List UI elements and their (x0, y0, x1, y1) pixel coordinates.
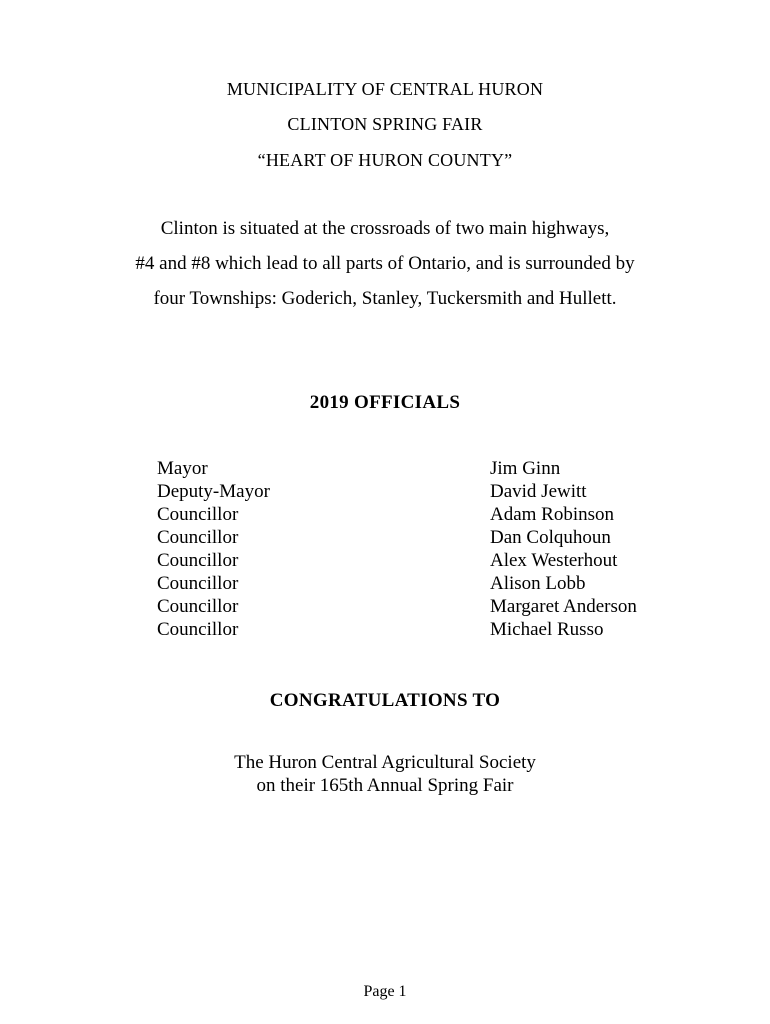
official-row (0, 458, 770, 481)
official-name: David Jewitt (490, 481, 587, 502)
official-row (0, 596, 770, 619)
official-row (0, 619, 770, 642)
officials-title: 2019 OFFICIALS (309, 392, 461, 413)
official-role: Councillor (157, 619, 239, 640)
official-row (0, 504, 770, 527)
official-row (0, 527, 770, 550)
official-role: Councillor (157, 573, 239, 594)
header-municipality: MUNICIPALITY OF CENTRAL HURON (226, 79, 544, 99)
official-role: Councillor (157, 504, 239, 525)
congratulations-line-1: The Huron Central Agricultural Society (234, 752, 536, 773)
official-role: Deputy-Mayor (157, 481, 270, 502)
official-name: Alison Lobb (490, 573, 586, 594)
official-name: Margaret Anderson (490, 596, 637, 617)
official-row (0, 573, 770, 596)
official-role: Councillor (157, 527, 239, 548)
congratulations-line-2: on their 165th Annual Spring Fair (256, 775, 514, 796)
official-row (0, 550, 770, 573)
official-name: Michael Russo (490, 619, 604, 640)
official-role: Mayor (157, 458, 208, 479)
intro-line-2: #4 and #8 which lead to all parts of Ontario, and is surrounded by (135, 253, 635, 274)
official-role: Councillor (157, 596, 239, 617)
header-fair-name: CLINTON SPRING FAIR (287, 114, 483, 134)
official-name: Dan Colquhoun (490, 527, 611, 548)
official-role: Councillor (157, 550, 239, 571)
congratulations-title: CONGRATULATIONS TO (269, 690, 501, 711)
official-row (0, 481, 770, 504)
page-number: Page 1 (363, 983, 407, 1000)
official-name: Alex Westerhout (490, 550, 618, 571)
official-name: Adam Robinson (490, 504, 615, 525)
officials-list (0, 458, 770, 642)
intro-line-3: four Townships: Goderich, Stanley, Tuckersmith and Hullett. (153, 288, 617, 309)
header-tagline: “HEART OF HURON COUNTY” (257, 150, 513, 170)
official-name: Jim Ginn (490, 458, 561, 479)
intro-line-1: Clinton is situated at the crossroads of two main highways, (160, 218, 610, 239)
